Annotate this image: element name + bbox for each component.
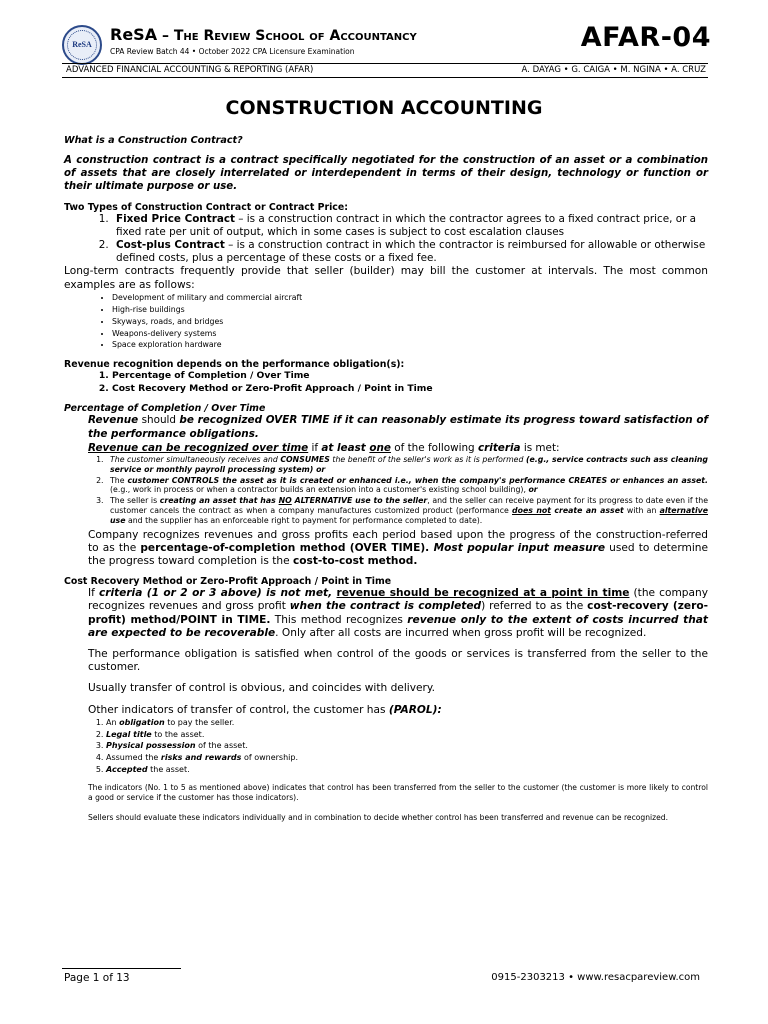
list-item [106,729,708,741]
poc-section [64,414,708,568]
text-run: . Only after all costs are incurred when gross profit will be recognized. [275,626,647,639]
text-run: the benefit of the seller's work as it is performed [329,454,526,464]
text-run: when the contract is completed [289,600,482,613]
footer-contact: 0915-2303213 • www.resacpareview.com [491,972,700,983]
text-run: Company recognizes revenues and gross profits each period based upon the progress of the construction-referred to as the [88,528,708,554]
school-name [110,25,417,44]
criteria-list [88,455,708,526]
text-run: The seller is [110,496,160,506]
school-name-prefix: ReSA [110,25,158,44]
text-run: ) referred to as the [481,600,588,613]
text-run: risks and rewards [160,753,242,763]
text-run: to the asset. [151,729,205,739]
parol-list [88,717,708,776]
text-run: An [106,717,120,727]
term-text: – is a construction contract in which the contractor is reimbursed for allowable or otherwise defined costs, plus a percentage of these costs or a fixed fee. [116,239,706,265]
subject-line: ADVANCED FINANCIAL ACCOUNTING & REPORTING (AFAR) [66,65,314,75]
text-run: and the supplier has an enforceable right to payment for performance completed to date). [125,515,483,525]
resa-logo [62,25,102,65]
document-code: AFAR-04 [580,22,711,53]
text-run: If [88,587,99,600]
term-text: – is a construction contract in which the contractor agrees to a fixed contract price, or a fixed rate per unit of output, which in some cases is subject to cost escalation clauses [116,212,697,238]
text-run: Accepted [106,764,148,774]
text-run: if [308,441,322,454]
text-run: create an asset [550,505,624,515]
text-run: The [110,475,128,485]
list-item: • Development of military and commercial aircraft [112,292,708,304]
text-run: Assumed the [106,753,161,763]
list-item [106,455,708,475]
text-run: Physical possession [106,741,196,751]
text-run: revenue only to the extent of costs incurred that are expected to be recoverable [88,613,708,639]
cost-recovery-heading: Cost Recovery Method or Zero-Profit Approach / Point in Time [64,576,392,588]
text-run: at least [321,441,370,454]
text-run: (e.g., work in process or when a contractor builds an extension into a customer's existing school building), [110,485,529,495]
logo-text: ReSA [72,40,92,49]
definition-paragraph: A construction contract is a contract specifically negotiated for the construction of an asset or a combination of assets that are closely interrelated or interdependent in terms of their design, technology or function or their ultimate purpose or use. [64,155,708,193]
list-item [106,740,708,752]
list-item [106,764,708,776]
text-run: with an [623,505,660,515]
text-run: does not [512,505,551,515]
header-rule-bottom [62,77,708,78]
term: Cost-plus Contract [116,239,225,252]
list-item [106,752,708,764]
text-run: alternative [659,505,709,515]
examples-list [64,292,708,352]
cost-recovery-paragraph-3: Usually transfer of control is obvious, and coincides with delivery. [88,682,435,695]
list-item: • Weapons-delivery systems [112,328,708,340]
question-heading: What is a Construction Contract? [64,135,243,146]
list-item: 1. Percentage of Completion / Over Time [112,370,708,383]
list-item: • High-rise buildings [112,304,708,316]
cost-recovery-section [64,587,708,823]
list-item [106,476,708,496]
list-item [112,213,708,239]
contract-types-heading: Two Types of Construction Contract or Contract Price: [64,201,348,213]
list-item [112,239,708,265]
evaluation-paragraph: Sellers should evaluate these indicators individually and in combination to decide whether control has been transferred and revenue can be recognized. [88,812,669,822]
recognition-list [64,370,708,395]
text-run: should [138,414,180,427]
text-run: Legal title [106,729,152,739]
text-run: be recognized OVER TIME if it can reasonably estimate its progress toward satisfaction of the performance obligations. [88,414,708,440]
document-body [64,135,708,824]
contract-types-list [64,213,708,266]
text-run: The customer simultaneously receives and [110,454,281,464]
text-run: (PAROL): [388,703,442,716]
header-rule-top [62,63,708,64]
text-run: customer CONTROLS the asset as it is created or enhanced i.e., when the company's performance CREATES or enhances an asset. [127,475,708,485]
text-run: one [369,441,391,454]
school-name-rest: – The Review School of Accountancy [157,28,417,44]
list-item: 2. Cost Recovery Method or Zero-Profit Approach / Point in Time [112,383,708,396]
long-term-paragraph: Long-term contracts frequently provide that seller (builder) may bill the customer at intervals. The most common examples are as follows: [64,265,708,291]
cost-recovery-paragraph-4 [88,704,708,717]
indicators-paragraph: The indicators (No. 1 to 5 as mentioned above) indicates that control has been transferred from the seller to the customer (the customer is more likely to control a good or service if the customer has those indicators). [88,782,708,803]
recognition-heading: Revenue recognition depends on the performance obligation(s): [64,359,405,371]
text-run: This method recognizes [270,613,408,626]
text-run: Other indicators of transfer of control, the customer has [88,703,389,716]
cost-recovery-paragraph-2: The performance obligation is satisfied when control of the goods or services is transferred from the seller to the customer. [88,647,708,674]
cost-recovery-paragraph-1 [88,587,708,640]
text-run: ALTERNATIVE use to the seller [291,496,428,506]
term: Fixed Price Contract [116,212,235,225]
page-number: Page 1 of 13 [64,972,130,984]
text-run: Most popular input measure [429,541,606,554]
text-run: obligation [119,717,165,727]
text-run: Revenue can be recognized over time [88,441,309,454]
poc-heading: Percentage of Completion / Over Time [64,403,266,415]
text-run: (the company recognizes revenues and gross profit [88,587,708,613]
list-item [106,496,708,525]
text-run: the asset. [147,764,190,774]
text-run: used to determine the progress toward completion is the [88,541,708,567]
authors-line: A. DAYAG • G. CAIGA • M. NGINA • A. CRUZ [521,65,706,75]
text-run: use [110,515,126,525]
footer-rule [62,968,181,969]
poc-paragraph-1 [88,414,708,440]
list-item: • Space exploration hardware [112,339,708,351]
list-item [106,717,708,729]
text-run: of ownership. [241,753,299,763]
text-run: of the asset. [195,741,248,751]
poc-paragraph-2 [88,442,708,455]
page-title: CONSTRUCTION ACCOUNTING [225,97,543,119]
text-run: or [528,485,538,495]
list-item: • Skyways, roads, and bridges [112,316,708,328]
batch-line: CPA Review Batch 44 • October 2022 CPA Licensure Examination [110,47,355,56]
text-run: CONSUMES [280,454,330,464]
text-run: to pay the seller. [164,717,235,727]
text-run: (e.g., service contracts such ass cleaning service or monthly payroll processing system) or [110,454,708,474]
text-run: Revenue [88,414,139,427]
text-run: of the following [390,441,478,454]
text-run: criteria [477,441,521,454]
text-run: is met: [520,441,560,454]
text-run: revenue should be recognized at a point in time [336,587,630,600]
text-run: cost-to-cost method. [292,554,418,567]
text-run: criteria (1 or 2 or 3 above) is not met, [98,587,337,600]
text-run: creating an asset that has [159,496,279,506]
text-run: NO [278,496,292,506]
text-run: cost-recovery (zero-profit) method/POINT in TIME. [88,600,708,626]
text-run: percentage-of-completion method (OVER TIME). [140,541,430,554]
text-run: , and the seller can receive payment for its progress to date even if the customer cancels the contract as when a company manufactures customized product (performance [110,496,709,515]
poc-paragraph-3 [88,529,708,569]
